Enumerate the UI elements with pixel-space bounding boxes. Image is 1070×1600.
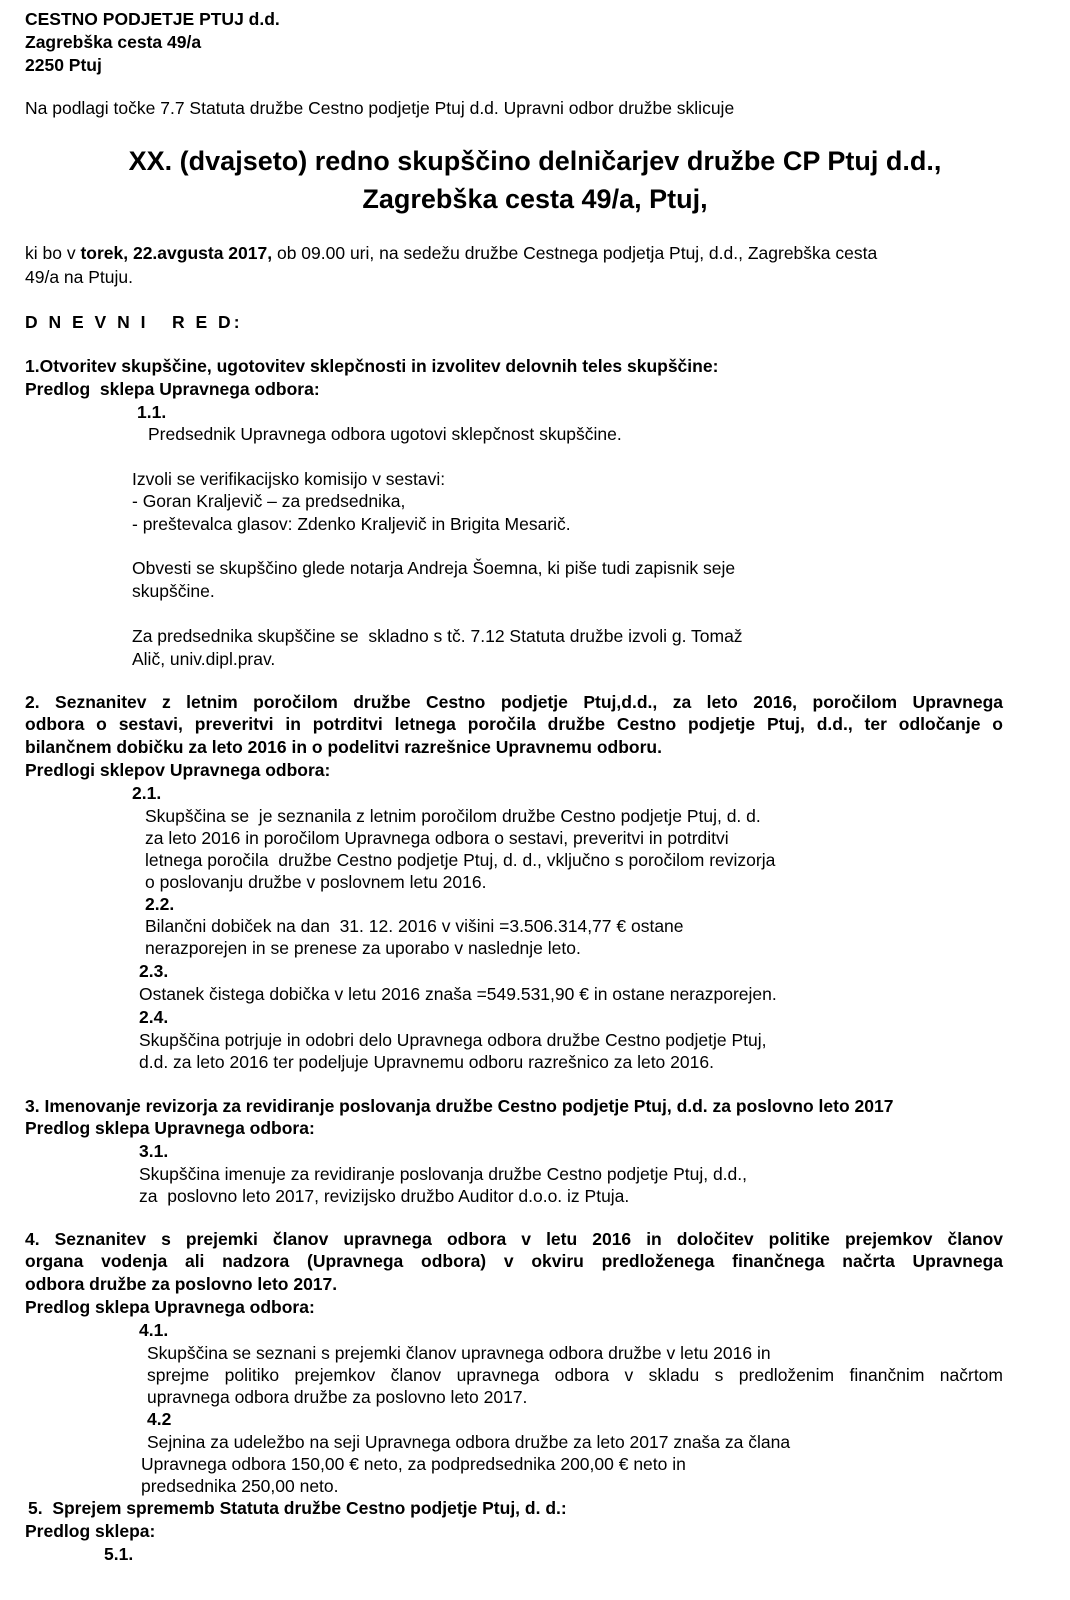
item-2-3-text-1: Ostanek čistega dobička v letu 2016 znaša =549.531,90 € in ostane nerazporejen. [139,984,777,1004]
item-2-proposal: Predlogi sklepov Upravnega odbora: [25,760,331,780]
item-1-1-text-1: Predsednik Upravnega odbora ugotovi sklepčnost skupščine. [148,424,622,444]
agenda-heading: D N E V N I R E D: [25,312,243,332]
item-1-1-text-3: - Goran Kraljevič – za predsednika, [132,491,406,511]
meeting-date: torek, 22.avgusta 2017, [80,243,273,263]
company-name: CESTNO PODJETJE PTUJ d.d. [25,9,280,29]
item-3-1-text-1: Skupščina imenuje za revidiranje poslovanja družbe Cestno podjetje Ptuj, d.d., [139,1164,747,1184]
document-title-line-2: Zagrebška cesta 49/a, Ptuj, [362,184,708,214]
item-4-1-number: 4.1. [139,1320,169,1340]
item-2-1-text-2: za leto 2016 in poročilom Upravnega odbora o sestavi, preveritvi in potrditvi [145,828,729,848]
item-3-heading: 3. Imenovanje revizorja za revidiranje poslovanja družbe Cestno podjetje Ptuj, d.d. za poslovno leto 2017 [25,1096,894,1116]
item-2-4-text-2: d.d. za leto 2016 ter podeljuje Upravnemu odboru razrešnico za leto 2016. [139,1052,714,1072]
item-3-1-number: 3.1. [139,1141,169,1161]
item-1-1-number: 1.1. [137,402,167,422]
document-title-line-1: XX. (dvajseto) redno skupščino delničarjev družbe CP Ptuj d.d., [128,146,942,176]
item-4-heading-line-3: odbora družbe za poslovno leto 2017. [25,1274,338,1294]
item-2-1-text-4: o poslovanju družbe v poslovnem letu 2016. [145,872,487,892]
item-1-1-text-7: Za predsednika skupščine se skladno s tč. 7.12 Statuta družbe izvoli g. Tomaž [132,626,743,646]
company-street: Zagrebška cesta 49/a [25,32,202,52]
item-4-1-text-1: Skupščina se seznani s prejemki članov upravnega odbora družbe v letu 2016 in [147,1343,771,1363]
item-4-1-text-2: sprejme politiko prejemkov članov upravnega odbora v skladu s predloženim finančnim načrtom [147,1365,1003,1385]
item-2-2-number: 2.2. [145,894,175,914]
item-4-2-text-3: predsednika 250,00 neto. [141,1476,339,1496]
item-1-1-text-2: Izvoli se verifikacijsko komisijo v sestavi: [132,469,446,489]
item-1-proposal: Predlog sklepa Upravnega odbora: [25,379,320,399]
item-4-proposal: Predlog sklepa Upravnega odbora: [25,1297,315,1317]
meeting-rest: ob 09.00 uri, na sedežu družbe Cestnega podjetja Ptuj, d.d., Zagrebška cesta [272,243,878,263]
item-4-heading-line-1: 4. Seznanitev s prejemki članov upravnega odbora v letu 2016 in določitev politike prejemkov članov [25,1229,1003,1249]
item-2-2-text-1: Bilančni dobiček na dan 31. 12. 2016 v višini =3.506.314,77 € ostane [145,916,684,936]
item-3-1-text-2: za poslovno leto 2017, revizijsko družbo Auditor d.o.o. iz Ptuja. [139,1186,630,1206]
item-1-1-text-8: Alič, univ.dipl.prav. [132,649,276,669]
item-1-heading: 1.Otvoritev skupščine, ugotovitev sklepčnosti in izvolitev delovnih teles skupščine: [25,356,719,376]
item-2-1-number: 2.1. [132,783,162,803]
intro-paragraph: Na podlagi točke 7.7 Statuta družbe Cestno podjetje Ptuj d.d. Upravni odbor družbe sklicuje [25,98,735,118]
item-2-heading-line-1: 2. Seznanitev z letnim poročilom družbe Cestno podjetje Ptuj,d.d., za leto 2016, poročilom Upravnega [25,692,1003,712]
item-5-heading: 5. Sprejem sprememb Statuta družbe Cestno podjetje Ptuj, d. d.: [28,1498,567,1518]
item-2-heading-line-3: bilančnem dobičku za leto 2016 in o podelitvi razrešnice Upravnemu odboru. [25,737,662,757]
item-3-proposal: Predlog sklepa Upravnega odbora: [25,1118,315,1138]
item-2-2-text-2: nerazporejen in se prenese za uporabo v naslednje leto. [145,938,581,958]
item-4-1-text-3: upravnega odbora družbe za poslovno leto 2017. [147,1387,528,1407]
item-2-1-text-3: letnega poročila družbe Cestno podjetje Ptuj, d. d., vključno s poročilom revizorja [145,850,776,870]
item-4-heading-line-2: organa vodenja ali nadzora (Upravnega odbora) v okviru predloženega finančnega načrta Upravnega [25,1251,1003,1271]
item-1-1-text-6: skupščine. [132,581,215,601]
item-2-4-number: 2.4. [139,1007,169,1027]
item-2-3-number: 2.3. [139,961,169,981]
item-1-1-text-4: - preštevalca glasov: Zdenko Kraljevič in Brigita Mesarič. [132,514,571,534]
meeting-info-line-2: 49/a na Ptuju. [25,267,133,287]
meeting-info [25,242,877,264]
item-4-2-text-1: Sejnina za udeležbo na seji Upravnega odbora družbe za leto 2017 znaša za člana [147,1432,791,1452]
company-city: 2250 Ptuj [25,55,102,75]
item-4-2-number: 4.2 [147,1409,172,1429]
item-1-1-text-5: Obvesti se skupščino glede notarja Andreja Šoemna, ki piše tudi zapisnik seje [132,558,736,578]
item-2-heading-line-2: odbora o sestavi, preveritvi in potrditvi letnega poročila družbe Cestno podjetje Ptuj, d.d., ter odločanje o [25,714,1003,734]
item-5-proposal: Predlog sklepa: [25,1521,156,1541]
item-2-4-text-1: Skupščina potrjuje in odobri delo Upravnega odbora družbe Cestno podjetje Ptuj, [139,1030,767,1050]
meeting-prefix: ki bo v [25,243,81,263]
item-2-1-text-1: Skupščina se je seznanila z letnim poročilom družbe Cestno podjetje Ptuj, d. d. [145,806,761,826]
item-4-2-text-2: Upravnega odbora 150,00 € neto, za podpredsednika 200,00 € neto in [141,1454,686,1474]
item-5-1-number: 5.1. [104,1544,134,1564]
